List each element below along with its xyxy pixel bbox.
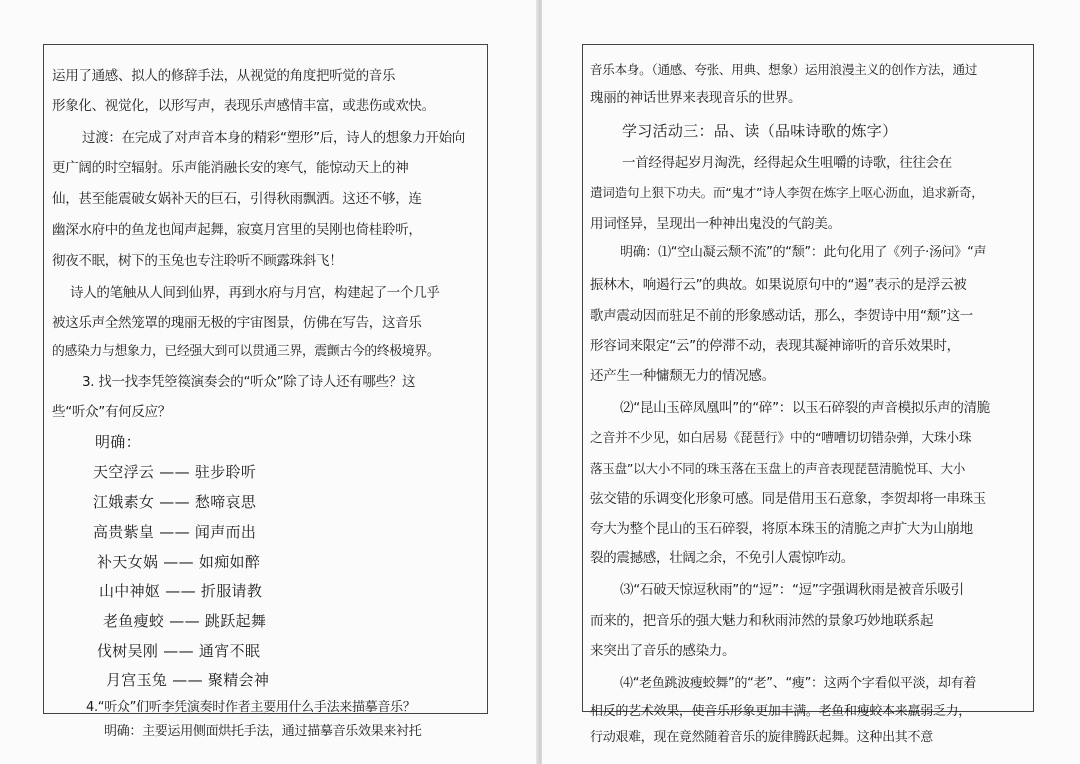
question-4: 4.“听众”们听李凭演奏时作者主要用什么手法来描摹音乐？ xyxy=(86,700,416,715)
text-line: 之音并不少见，如白居易《琵琶行》中的“嘈嘈切切错杂弹，大珠小珠 xyxy=(590,431,972,446)
section-heading: 学习活动三：品、读（品味诗歌的炼字） xyxy=(622,122,898,140)
listener-item: 老鱼瘦蛟 —— 跳跃起舞 xyxy=(103,612,267,630)
listener-item: 山中神妪 —— 折服请教 xyxy=(99,582,263,600)
text-line: 音乐本身。（通感、夸张、用典、想象）运用浪漫主义的创作方法，通过 xyxy=(590,62,978,77)
left-page xyxy=(0,0,538,764)
text-line: 行动艰难，现在竟然随着音乐的旋律腾跃起舞。这种出其不意 xyxy=(590,730,933,745)
text-line: ⑷“老鱼跳波瘦蛟舞”的“老”、“瘦”：这两个字看似平淡，却有着 xyxy=(620,676,977,691)
text-line: 明确：⑴“空山凝云颓不流”的“颓”：此句化用了《列子·汤问》“声 xyxy=(620,245,987,260)
text-line: 遣词造句上狠下功夫。而“鬼才”诗人李贺在炼字上呕心沥血，追求新奇， xyxy=(590,185,984,200)
text-line: 夸大为整个昆山的玉石碎裂，将原本珠玉的清脆之声扩大为山崩地 xyxy=(590,521,973,537)
text-line: 运用了通感、拟人的修辞手法，从视觉的角度把听觉的音乐 xyxy=(52,68,396,84)
listener-item: 天空浮云 —— 驻步聆听 xyxy=(93,463,257,481)
text-line: 瑰丽的神话世界来表现音乐的世界。 xyxy=(590,90,802,106)
listener-item: 高贵紫皇 —— 闻声而出 xyxy=(93,523,257,541)
text-line: 裂的震撼感，壮阔之余，不免引人震惊咋动。 xyxy=(590,550,854,566)
text-line: 诗人的笔触从人间到仙界，再到水府与月宫，构建起了一个几乎 xyxy=(70,285,440,301)
listener-item: 伐树吴刚 —— 通宵不眠 xyxy=(97,642,261,660)
text-line: 仙，甚至能震破女娲补天的巨石，引得秋雨飘洒。这还不够，连 xyxy=(52,191,422,207)
text-line: 明确：主要运用侧面烘托手法，通过描摹音乐效果来衬托 xyxy=(104,724,422,739)
text-line: 振林木，响遏行云”的典故。如果说原句中的“遏”表示的是浮云被 xyxy=(590,277,967,293)
text-line: 而来的，把音乐的强大魅力和秋雨沛然的景象巧妙地联系起 xyxy=(590,613,934,629)
listener-item: 补天女娲 —— 如痴如醉 xyxy=(97,553,261,571)
text-line: 落玉盘”以大小不同的珠玉落在玉盘上的声音表现琵琶清脆悦耳、大小 xyxy=(590,461,966,476)
right-page xyxy=(542,0,1080,764)
text-line: 些“听众”有何反应？ xyxy=(52,404,171,420)
text-line: 用词怪异，呈现出一种神出鬼没的气韵美。 xyxy=(590,216,841,232)
text-line: 相反的艺术效果，使音乐形象更加丰满。老鱼和瘦蛟本来羸弱乏力， xyxy=(590,704,972,719)
listener-item: 江娥素女 —— 愁啼哀思 xyxy=(93,493,257,511)
text-line: 来突出了音乐的感染力。 xyxy=(590,643,736,659)
text-line: 幽深水府中的鱼龙也闻声起舞，寂寞月宫里的吴刚也倚桂聆听， xyxy=(52,222,422,238)
text-line: 的感染力与想象力，已经强大到可以贯通三界，震颤古今的终极境界。 xyxy=(52,344,440,359)
question-3: 3. 找一找李凭箜篌演奏会的“听众”除了诗人还有哪些？这 xyxy=(82,374,416,390)
text-line: ⑵“昆山玉碎凤凰叫”的“碎”：以玉石碎裂的声音模拟乐声的清脆 xyxy=(620,400,990,416)
text-line: 弦交错的乐调变化形象可感。同是借用玉石意象，李贺却将一串珠玉 xyxy=(590,491,986,507)
text-line: 形容词来限定“云”的停滞不动，表现其凝神谛听的音乐效果时， xyxy=(590,338,960,354)
text-line: 形象化、视觉化，以形写声，表现乐声感情丰富，或悲伤或欢快。 xyxy=(52,98,435,114)
text-line: 还产生一种慵颓无力的情况感。 xyxy=(590,368,775,384)
text-line: ⑶“石破天惊逗秋雨”的“逗”：“逗”字强调秋雨是被音乐吸引 xyxy=(620,582,964,598)
listener-item: 月宫玉兔 —— 聚精会神 xyxy=(106,671,270,689)
text-line: 过渡：在完成了对声音本身的精彩“塑形”后，诗人的想象力开始向 xyxy=(82,130,465,146)
text-line: 被这乐声全然笼罩的瑰丽无极的宇宙图景，仿佛在写告，这音乐 xyxy=(52,315,422,331)
text-line: 歌声震动因而驻足不前的形象感动话，那么，李贺诗中用“颓”这一 xyxy=(590,308,973,324)
text-line: 一首经得起岁月淘洗，经得起众生咀嚼的诗歌，往往会在 xyxy=(622,155,952,171)
text-line: 更广阔的时空辐射。乐声能消融长安的寒气，能惊动天上的神 xyxy=(52,160,409,176)
text-line: 彻夜不眠，树下的玉兔也专注聆听不顾露珠斜飞！ xyxy=(52,253,343,269)
answer-label: 明确： xyxy=(95,433,141,451)
